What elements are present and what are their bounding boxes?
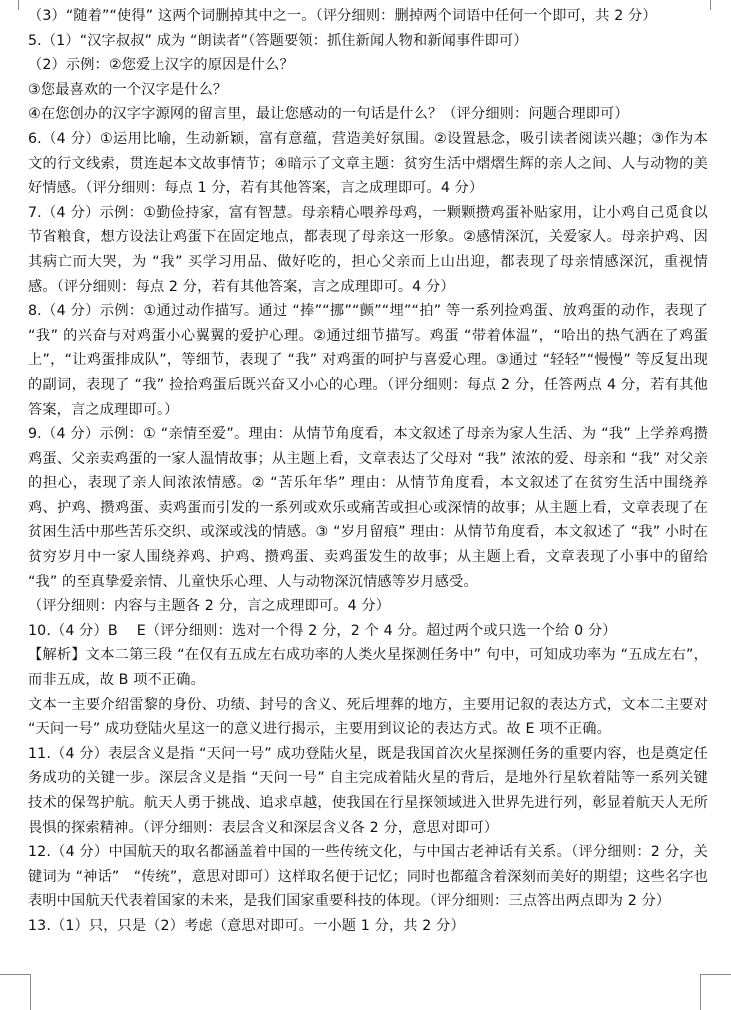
- answer-5-2-q3: ③您最喜欢的一个汉字是什么？: [28, 81, 228, 98]
- answer-13: 13.（1）只，只是（2）考虑（意思对即可。一小题 1 分，共 2 分）: [28, 917, 465, 934]
- answer-6: 6.（4 分）①运用比喻，生动新颖，富有意蕴，营造美好氛围。②设置悬念，吸引读者阅读兴趣；③作为本文的行文线索，贯连起本文故事情节；④暗示了文章主题：贫穷生活中熠熠生辉的亲人之间、人与动物的美好情感。（评分细则：每点 1 分，若有其他答案，言之成理即可。4 分）: [28, 130, 708, 197]
- crop-mark-bottom-right: [700, 974, 731, 993]
- answer-5-2-q2: （2）示例：②您爱上汉字的原因是什么？: [28, 57, 294, 74]
- answer-7: 7.（4 分）示例：①勤俭持家，富有智慧。母亲精心喂养母鸡，一颗颗攒鸡蛋补贴家用，让小鸡自己觅食以节省粮食，想方设法让鸡蛋下在固定地点，都表现了母亲这一形象。②感情深沉，关爱家人。母亲护鸡、因其病亡而大哭，为 “我” 买学习用品、做好吃的，担心父亲而上山出迎，都表现了母亲情感深沉，重视情感。（评分细则：每点 2 分，若有其他答案，言之成理即可。4 分）: [28, 204, 708, 295]
- answer-content: [28, 4, 708, 939]
- crop-mark-bottom-left: [0, 974, 30, 993]
- answer-5-2-q4: ④在您创办的汉字字源网的留言里，最让您感动的一句话是什么？（评分细则：问题合理即可）: [28, 106, 629, 123]
- answer-10: 10.（4 分）B E（评分细则：选对一个得 2 分，2 个 4 分。超过两个或只选一个给 0 分）: [28, 622, 617, 639]
- answer-9-scoring: （评分细则：内容与主题各 2 分，言之成理即可。4 分）: [28, 598, 391, 615]
- crop-mark-bottom-right-vertical: [700, 974, 702, 1010]
- answer-5-1: 5.（1）“汉字叔叔” 成为 “朗读者”（答题要领：抓住新闻人物和新闻事件即可）: [28, 32, 528, 49]
- answer-9: 9.（4 分）示例：① “亲情至爱”。理由：从情节角度看，本文叙述了母亲为家人生活、为 “我” 上学养鸡攒鸡蛋、父亲卖鸡蛋的一家人温情故事；从主题上看，文章表达了父母对 “我” 浓浓的爱、母亲和 “我” 对父亲的担心，表现了亲人间浓浓情感。② “苦乐年华” 理由：从情节角度看，本文叙述了在贫穷生活中围绕养鸡、护鸡、攒鸡蛋、卖鸡蛋而引发的一系列或欢乐或痛苦或担心或深情的故事；从主题上看，文章表现了在贫困生活中那些苦乐交织、或深或浅的情感。③ “岁月留痕” 理由：从情节角度看，本文叙述了 “我” 小时在贫穷岁月中一家人围绕养鸡、护鸡、攒鸡蛋、卖鸡蛋发生的故事；从主题上看，文章表现了小事中的留给 “我” 的至真挚爱亲情、儿童快乐心理、人与动物深沉情感等岁月感受。: [28, 426, 708, 590]
- answer-10-analysis: 【解析】文本二第三段 “在仅有五成左右成功率的人类火星探测任务中” 句中，可知成功率为 “五成左右”，而非五成，故 B 项不正确。: [28, 647, 708, 689]
- answer-4-3: （3）“随着”“使得” 这两个词删掉其中之一。（评分细则：删掉两个词语中任何一个即可，共 2 分）: [28, 8, 657, 24]
- answer-11: 11.（4 分）表层含义是指 “天问一号” 成功登陆火星，既是我国首次火星探测任务的重要内容，也是奠定任务成功的关键一步。深层含义是指 “天问一号” 自主完成着陆火星的背后，是地外行星软着陆等一系列关键技术的保驾护航。航天人勇于挑战、追求卓越，使我国在行星探领域进入世界先进行列，彰显着航天人无所畏惧的探索精神。（评分细则：表层含义和深层含义各 2 分，意思对即可）: [28, 745, 708, 836]
- crop-mark-bottom-left-vertical: [30, 974, 32, 1010]
- answer-8: 8.（4 分）示例：①通过动作描写。通过 “捧”“挪”“颤”“埋”“拍” 等一系列捡鸡蛋、放鸡蛋的动作，表现了 “我” 的兴奋与对鸡蛋小心翼翼的爱护心理。②通过细节描写。鸡蛋 “带着体温”，“哈出的热气洒在了鸡蛋上”，“让鸡蛋排成队”，等细节，表现了 “我” 对鸡蛋的呵护与喜爱心理。③通过 “轻轻”“慢慢” 等反复出现的副词，表现了 “我” 捡拾鸡蛋后既兴奋又小心的心理。（评分细则：每点 2 分，任答两点 4 分，若有其他答案，言之成理即可。）: [28, 303, 708, 418]
- answer-12: 12.（4 分）中国航天的取名都涵盖着中国的一些传统文化，与中国古老神话有关系。（评分细则：2 分，关键词为 “神话” “传统”，意思对即可）这样取名便于记忆；同时也都蕴含着深刻而美好的期望；这些名字也表明中国航天代表着国家的未来，是我们国家重要科技的体现。（评分细则：三点答出两点即为 2 分）: [28, 844, 708, 910]
- answer-10-analysis-2: 文本一主要介绍雷黎的身份、功绩、封号的含义、死后埋葬的地方，主要用记叙的表达方式，文本二主要对 “天问一号” 成功登陆火星这一的意义进行揭示，主要用到议论的表达方式。故 E 项不正确。: [28, 696, 708, 738]
